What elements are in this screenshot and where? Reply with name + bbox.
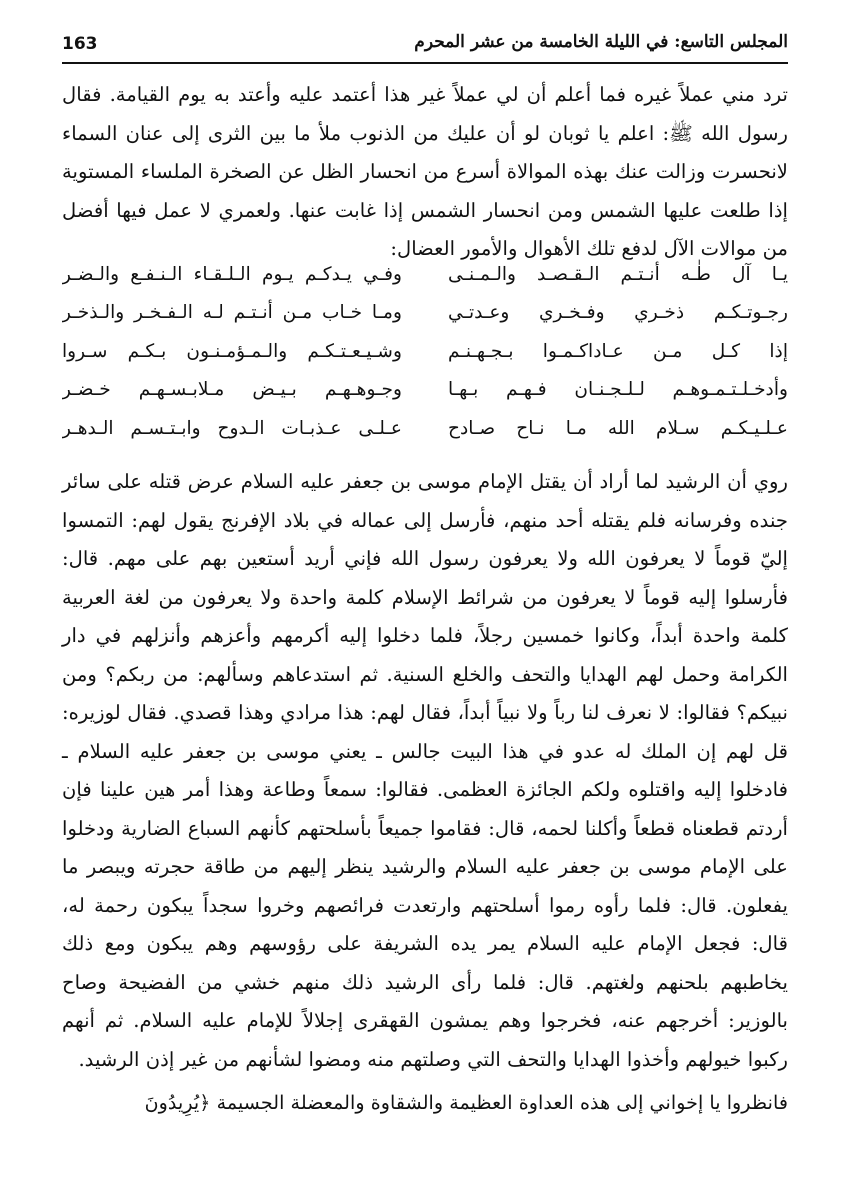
poem xyxy=(62,256,788,448)
verse-5-first-hemistich: عـلـيـكـم سـلام الله مـا نـاح صـادح xyxy=(448,417,788,439)
verse-5-second-hemistich: عـلـى عـذبـات الـدوح وابـتـسـم الـدهـر xyxy=(62,417,402,439)
verse-2-first-hemistich: رجـوتـكـم ذخـري وفـخـري وعـدتـي xyxy=(448,302,788,324)
verse-4-first-hemistich: وأدخـلـتـمـوهـم لـلـجـنـان فـهـم بـهـا xyxy=(448,379,788,401)
page-header xyxy=(62,28,788,64)
page-number: 163 xyxy=(62,34,98,54)
verse-3-second-hemistich: وشـيـعـتـكـم والـمـؤمـنـون بـكـم سـروا xyxy=(62,340,402,362)
verse-4-second-hemistich: وجـوهـهـم بـيـض مـلابـسـهـم خـضـر xyxy=(62,379,402,401)
paragraph-1: ترد مني عملاً غيره فما أعلم أن لي عملاً غير هذا أعتمد عليه وأعتد به يوم القيامة. فقال رسول الله ﷺ: اعلم يا ثوبان لو أن عليك من الذنوب ملأ ما بين الثرى إلى عنان السماء لانحسرت وزالت عنك بهذه الموالاة أسرع من انحسار الظل عن الصخرة الملساء المستوية إذا طلعت عليها الشمس ومن انحسار الشمس إذا غابت عنها. ولعمري لا عمل فيها أفضل من موالات الآل لدفع تلك الأهوال والأمور العضال: xyxy=(62,83,788,260)
closing-line: فانظروا يا إخواني إلى هذه العداوة العظيمة والشقاوة والمعضلة الجسيمة ﴿يُرِيدُونَ xyxy=(144,1091,788,1114)
body-text-top xyxy=(62,76,788,269)
verse-1-second-hemistich: وفـي يـدكـم يـوم الـلـقـاء الـنـفـع والـضـر xyxy=(62,264,402,285)
poem-verse-5 xyxy=(62,410,788,448)
verse-1-first-hemistich: يـا آل طٰـه أنـتـم الـقـصـد والـمـنـى xyxy=(448,264,788,285)
poem-verse-2 xyxy=(62,294,788,332)
poem-verse-3 xyxy=(62,333,788,371)
verse-3-first-hemistich: إذا كـل مـن عـاداكـمـوا بـجـهـنـم xyxy=(448,340,788,362)
poem-verse-1 xyxy=(62,256,788,294)
body-text-bottom xyxy=(62,463,788,1079)
poem-verse-4 xyxy=(62,371,788,409)
verse-2-second-hemistich: ومـا خـاب مـن أنـتـم لـه الـفـخـر والـذخـر xyxy=(62,302,402,324)
paragraph-2: روي أن الرشيد لما أراد أن يقتل الإمام موسى بن جعفر عليه السلام عرض قتله على سائر جنده وفرسانه فلم يقتله أحد منهم، فأرسل إلى عماله في بلاد الإفرنج يقول لهم: التمسوا إليّ قوماً لا يعرفون الله ولا يعرفون رسول الله فإني أريد أستعين بهم على مهم. قال: فأرسلوا إليه قوماً لا يعرفون من شرائط الإسلام كلمة واحدة ولا يعرفون من لغة العربية كلمة واحدة أبداً، وكانوا خمسين رجلاً، فلما دخلوا إليه أكرمهم وأعزهم وأنزلهم في دار الكرامة وحمل لهم الهدايا والتحف والخلع السنية. ثم استدعاهم وسألهم: من ربكم؟ ومن نبيكم؟ فقالوا: لا نعرف لنا رباً ولا نبياً أبداً، فقال لهم: هذا مرادي وهذا قصدي. فقال لوزيره: قل لهم إن الملك له عدو في هذا البيت جالس ـ يعني موسى بن جعفر عليه السلام ـ فادخلوا إليه واقتلوه ولكم الجائزة العظمى. فقالوا: سمعاً وطاعة وهذا أمر هين علينا فإن أردتم قطعناه قطعاً وأكلنا لحمه، قال: فقاموا جميعاً بأسلحتهم كأنهم السباع الضارية ودخلوا على الإمام موسى بن جعفر عليه السلام والرشيد ينظر إليهم من طاقة حجرته ويبصر ما يفعلون. قال: فلما رأوه رموا أسلحتهم وارتعدت فرائصهم وخروا سجداً يبكون رحمة له، قال: فجعل الإمام عليه السلام يمر يده الشريفة على رؤوسهم وهم يبكون ومع ذلك يخاطبهم بلحنهم ولغتهم. قال: فلما رأى الرشيد ذلك منهم خشي من الفضيحة وصاح بالوزير: أخرجهم عنه، فخرجوا وهم يمشون القهقرى إجلالاً للإمام عليه السلام. ثم أنهم ركبوا خيولهم وأخذوا الهدايا والتحف التي وصلتهم منه ومضوا لشأنهم من غير إذن الرشيد. xyxy=(62,470,788,1071)
running-title: المجلس التاسع: في الليلة الخامسة من عشر المحرم xyxy=(414,32,788,52)
